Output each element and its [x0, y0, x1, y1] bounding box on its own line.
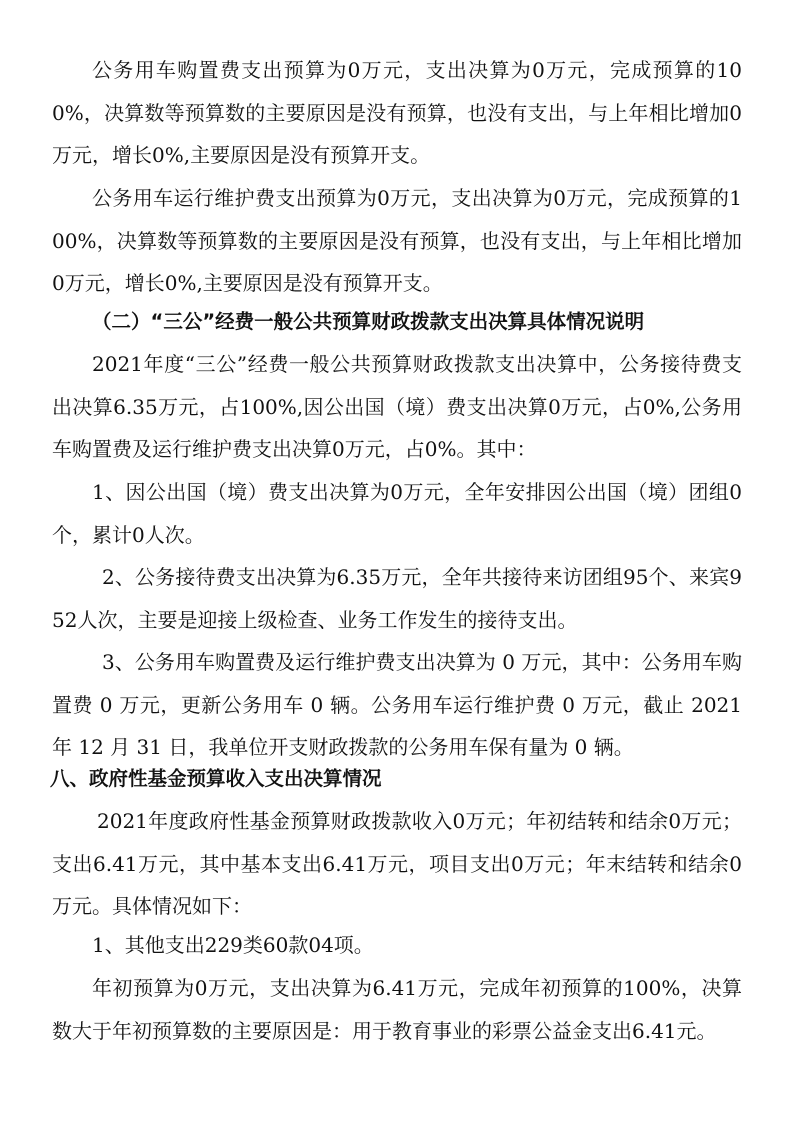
paragraph-vehicle-purchase: 公务用车购置费支出预算为0万元，支出决算为0万元，完成预算的100%，决算数等预算数的主要原因是没有预算，也没有支出，与上年相比增加0万元，增长0%,主要原因是没有预算开支。 — [52, 58, 742, 167]
paragraph-other-expense-item: 1、其他支出229类60款04项。 — [92, 933, 374, 957]
paragraph-reception-expense: 2、公务接待费支出决算为6.35万元，全年共接待来访团组95个、来宾952人次，主要是迎接上级检查、业务工作发生的接待支出。 — [52, 565, 742, 632]
paragraph-overseas-expense: 1、因公出国（境）费支出决算为0万元，全年安排因公出国（境）团组0个，累计0人次。 — [52, 480, 742, 547]
section-heading-three-public: （二）“三公”经费一般公共预算财政拨款支出决算具体情况说明 — [92, 310, 645, 333]
section-heading-government-fund: 八、政府性基金预算收入支出决算情况 — [50, 767, 382, 790]
paragraph-annual-budget: 年初预算为0万元，支出决算为6.41万元，完成年初预算的100%，决算数大于年初预算数的主要原因是：用于教育事业的彩票公益金支出6.41元。 — [52, 976, 742, 1043]
paragraph-government-fund-summary: 2021年度政府性基金预算财政拨款收入0万元；年初结转和结余0万元；支出6.41万元，其中基本支出6.41万元，项目支出0万元；年末结转和结余0万元。具体情况如下： — [52, 809, 742, 918]
paragraph-vehicle-expense: 3、公务用车购置费及运行维护费支出决算为 0 万元，其中：公务用车购置费 0 万元，更新公务用车 0 辆。公务用车运行维护费 0 万元，截止 2021 年 12 月 31 日，我单位开支财政拨款的公务用车保有量为 0 辆。 — [52, 650, 742, 759]
paragraph-three-public-summary: 2021年度“三公”经费一般公共预算财政拨款支出决算中，公务接待费支出决算6.35万元，占100%,因公出国（境）费支出决算0万元，占0%,公务用车购置费及运行维护费支出决算0万元，占0%。其中： — [52, 352, 742, 461]
paragraph-vehicle-maintenance: 公务用车运行维护费支出预算为0万元，支出决算为0万元，完成预算的100%，决算数等预算数的主要原因是没有预算，也没有支出，与上年相比增加0万元，增长0%,主要原因是没有预算开支。 — [52, 186, 742, 295]
